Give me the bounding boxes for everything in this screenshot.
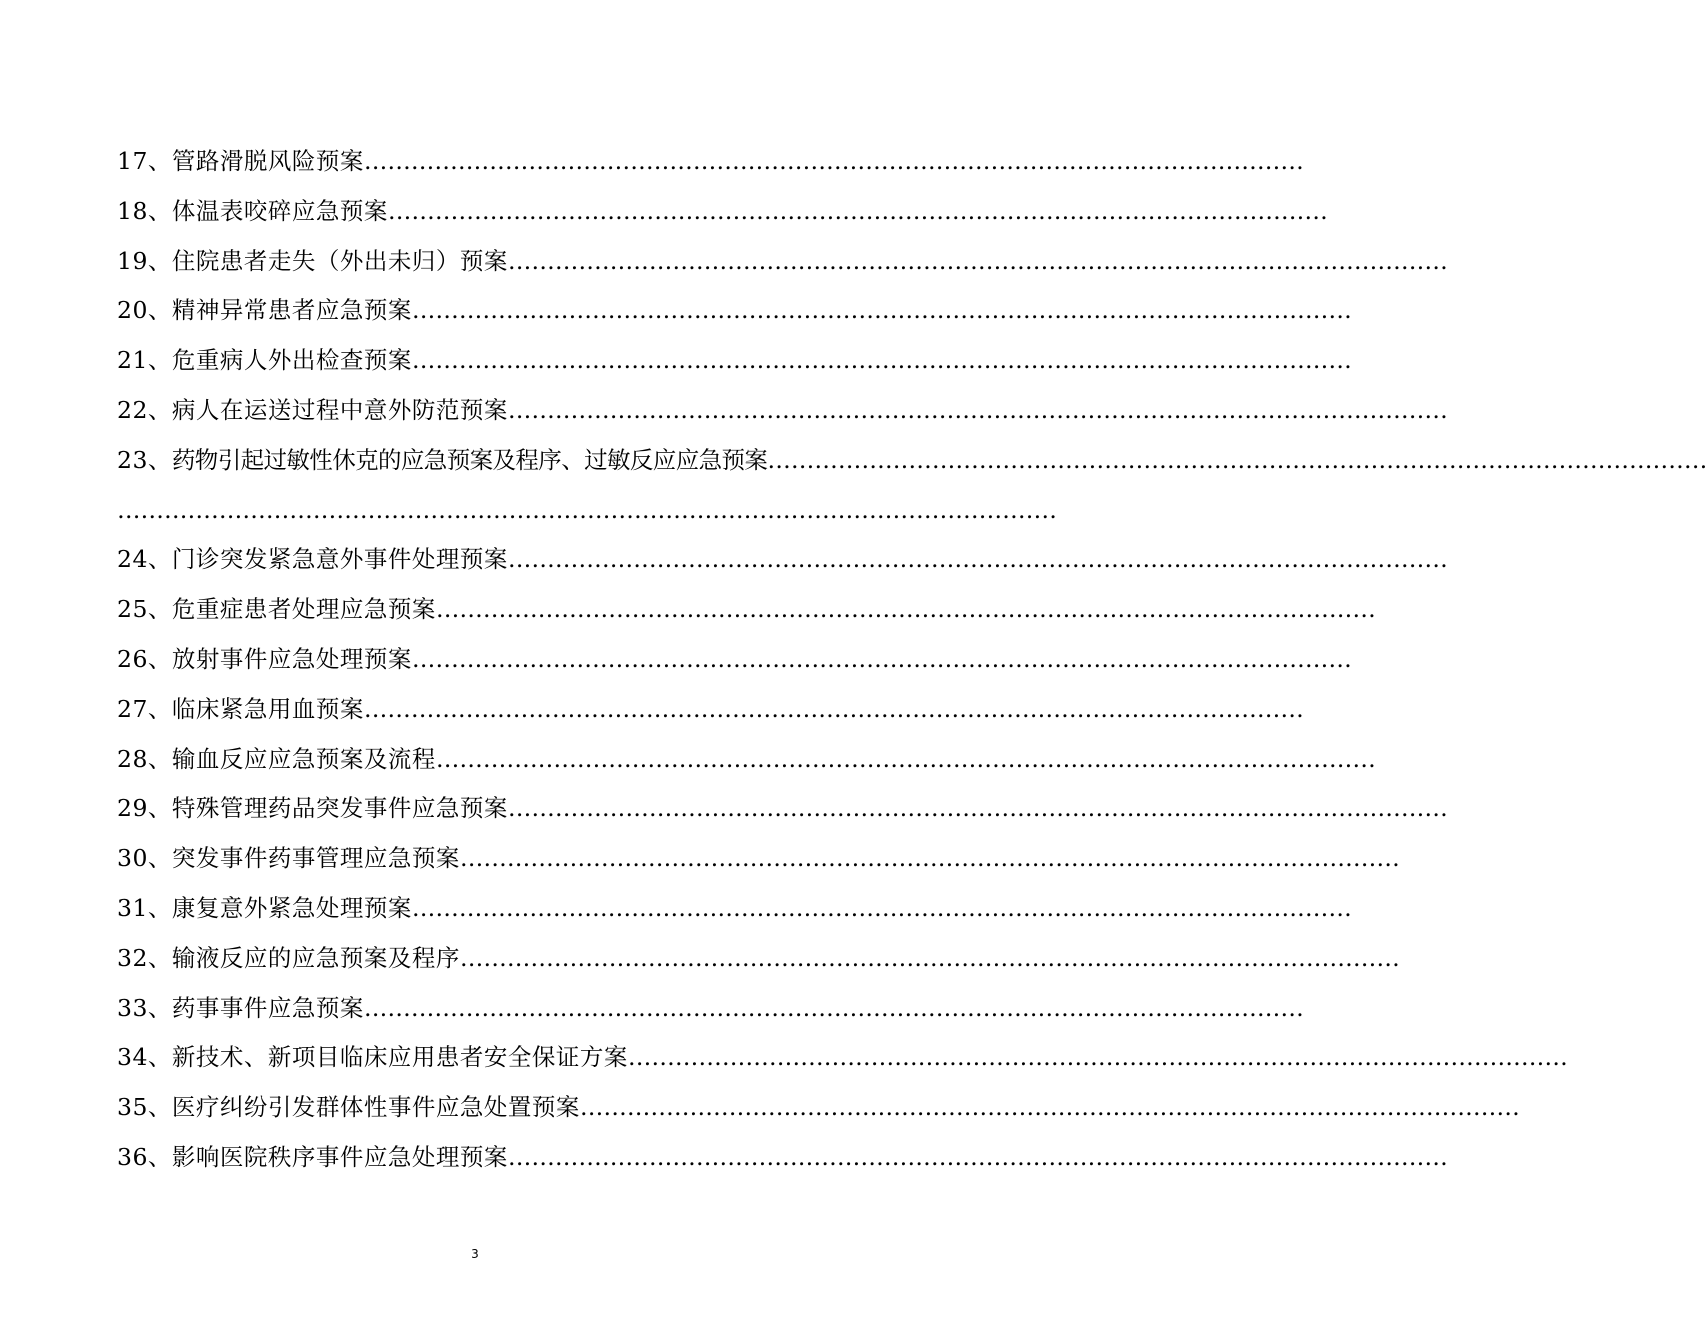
dot-leader: ………………………………………………………………………………………………………… bbox=[411, 644, 1352, 673]
dot-leader: ………………………………………………………………………………………………………… bbox=[435, 744, 1376, 773]
entry-title: 管路滑脱风险预案 bbox=[171, 147, 364, 175]
toc-entry-24[interactable] bbox=[117, 535, 1448, 585]
entry-number: 23、 bbox=[117, 445, 172, 474]
entry-title: 药事事件应急预案 bbox=[171, 993, 364, 1022]
toc-entry-20[interactable] bbox=[117, 286, 1352, 336]
entry-title: 康复意外紧急处理预案 bbox=[171, 893, 412, 922]
entry-number: 36、 bbox=[117, 1142, 172, 1171]
toc-entry-25[interactable] bbox=[117, 585, 1376, 635]
entry-title: 特殊管理药品突发事件应急预案 bbox=[171, 794, 508, 823]
entry-title: 药物引起过敏性休克的应急预案及程序、过敏反应应急预案 bbox=[171, 445, 768, 474]
entry-number: 22、 bbox=[117, 395, 172, 424]
entry-title: 输血反应应急预案及流程 bbox=[171, 744, 436, 773]
entry-title: 医疗纠纷引发群体性事件应急处置预案 bbox=[171, 1093, 580, 1122]
entry-number: 18、 bbox=[117, 196, 172, 225]
entry-number: 19、 bbox=[117, 246, 172, 275]
page-number: 3 bbox=[471, 1247, 479, 1261]
toc-entry-31[interactable] bbox=[117, 884, 1352, 934]
entry-title: 危重病人外出检查预案 bbox=[171, 346, 412, 375]
toc-entry-35[interactable] bbox=[117, 1083, 1520, 1133]
dot-leader: ………………………………………………………………………………………………………… bbox=[363, 694, 1304, 723]
toc-entry-18[interactable] bbox=[117, 187, 1328, 237]
toc-entry-32[interactable] bbox=[117, 934, 1400, 984]
toc-entry-22[interactable] bbox=[117, 386, 1448, 436]
entry-title: 危重症患者处理应急预案 bbox=[171, 595, 436, 624]
entry-number: 35、 bbox=[117, 1093, 172, 1122]
entry-number: 28、 bbox=[117, 744, 172, 773]
entry-title: 门诊突发紧急意外事件处理预案 bbox=[171, 545, 508, 574]
toc-entry-28[interactable] bbox=[117, 735, 1376, 785]
toc-entry-29[interactable] bbox=[117, 784, 1448, 834]
dot-leader: ………………………………………………………………………………………………………… bbox=[363, 147, 1304, 175]
dot-leader: ………………………………………………………………………………………………………… bbox=[459, 943, 1400, 972]
dot-leader: ………………………………………………………………………………………………………… bbox=[507, 1142, 1448, 1171]
dot-leader: ………………………………………………………………………………………………………… bbox=[435, 595, 1376, 624]
entry-title: 体温表咬碎应急预案 bbox=[171, 196, 388, 225]
dot-leader: ………………………………………………………………………………………………………… bbox=[507, 395, 1448, 424]
table-of-contents bbox=[117, 137, 1707, 1183]
toc-entry-19[interactable] bbox=[117, 237, 1448, 287]
dot-leader: ………………………………………………………………………………………………………… bbox=[507, 246, 1448, 275]
entry-title: 新技术、新项目临床应用患者安全保证方案 bbox=[171, 1043, 628, 1072]
toc-entry-23[interactable] bbox=[117, 436, 1707, 486]
entry-title: 临床紧急用血预案 bbox=[171, 694, 364, 723]
entry-number: 20、 bbox=[117, 296, 172, 325]
dot-leader: ………………………………………………………………………………………………………… bbox=[767, 445, 1707, 474]
entry-number: 17、 bbox=[117, 147, 172, 175]
dot-leader: ………………………………………………………………………………………………………… bbox=[387, 196, 1328, 225]
entry-number: 26、 bbox=[117, 644, 172, 673]
toc-entry-17[interactable] bbox=[117, 137, 1304, 187]
dot-leader: ………………………………………………………………………………………………………… bbox=[363, 993, 1304, 1022]
entry-title: 住院患者走失（外出未归）预案 bbox=[171, 246, 508, 275]
entry-number: 34、 bbox=[117, 1043, 172, 1072]
toc-entry-26[interactable] bbox=[117, 635, 1352, 685]
toc-entry-33[interactable] bbox=[117, 984, 1304, 1034]
dot-leader: ………………………………………………………………………………………………………… bbox=[507, 545, 1448, 574]
toc-entry-23-leader-continuation bbox=[117, 486, 1057, 536]
entry-number: 29、 bbox=[117, 794, 172, 823]
dot-leader: ………………………………………………………………………………………………………… bbox=[411, 346, 1352, 375]
entry-title: 放射事件应急处理预案 bbox=[171, 644, 412, 673]
entry-number: 21、 bbox=[117, 346, 172, 375]
entry-title: 精神异常患者应急预案 bbox=[171, 296, 412, 325]
toc-entry-30[interactable] bbox=[117, 834, 1400, 884]
entry-number: 32、 bbox=[117, 943, 172, 972]
dot-leader: ………………………………………………………………………………………………………… bbox=[627, 1043, 1568, 1072]
dot-leader: ………………………………………………………………………………………………………… bbox=[507, 794, 1448, 823]
entry-number: 33、 bbox=[117, 993, 172, 1022]
toc-entry-34[interactable] bbox=[117, 1033, 1568, 1083]
entry-title: 影响医院秩序事件应急处理预案 bbox=[171, 1142, 508, 1171]
dot-leader: ………………………………………………………………………………………………………… bbox=[459, 844, 1400, 873]
entry-number: 25、 bbox=[117, 595, 172, 624]
dot-leader: ………………………………………………………………………………………………………… bbox=[579, 1093, 1520, 1122]
entry-title: 输液反应的应急预案及程序 bbox=[171, 943, 460, 972]
toc-entry-36[interactable] bbox=[117, 1133, 1448, 1183]
entry-number: 24、 bbox=[117, 545, 172, 574]
dot-leader: ………………………………………………………………………………………………………… bbox=[411, 296, 1352, 325]
toc-entry-27[interactable] bbox=[117, 685, 1304, 735]
entry-number: 30、 bbox=[117, 844, 172, 873]
entry-number: 31、 bbox=[117, 893, 172, 922]
entry-title: 病人在运送过程中意外防范预案 bbox=[171, 395, 508, 424]
dot-leader: ………………………………………………………………………………………………………… bbox=[117, 495, 1057, 524]
dot-leader: ………………………………………………………………………………………………………… bbox=[411, 893, 1352, 922]
entry-title: 突发事件药事管理应急预案 bbox=[171, 844, 460, 873]
toc-entry-21[interactable] bbox=[117, 336, 1352, 386]
entry-number: 27、 bbox=[117, 694, 172, 723]
